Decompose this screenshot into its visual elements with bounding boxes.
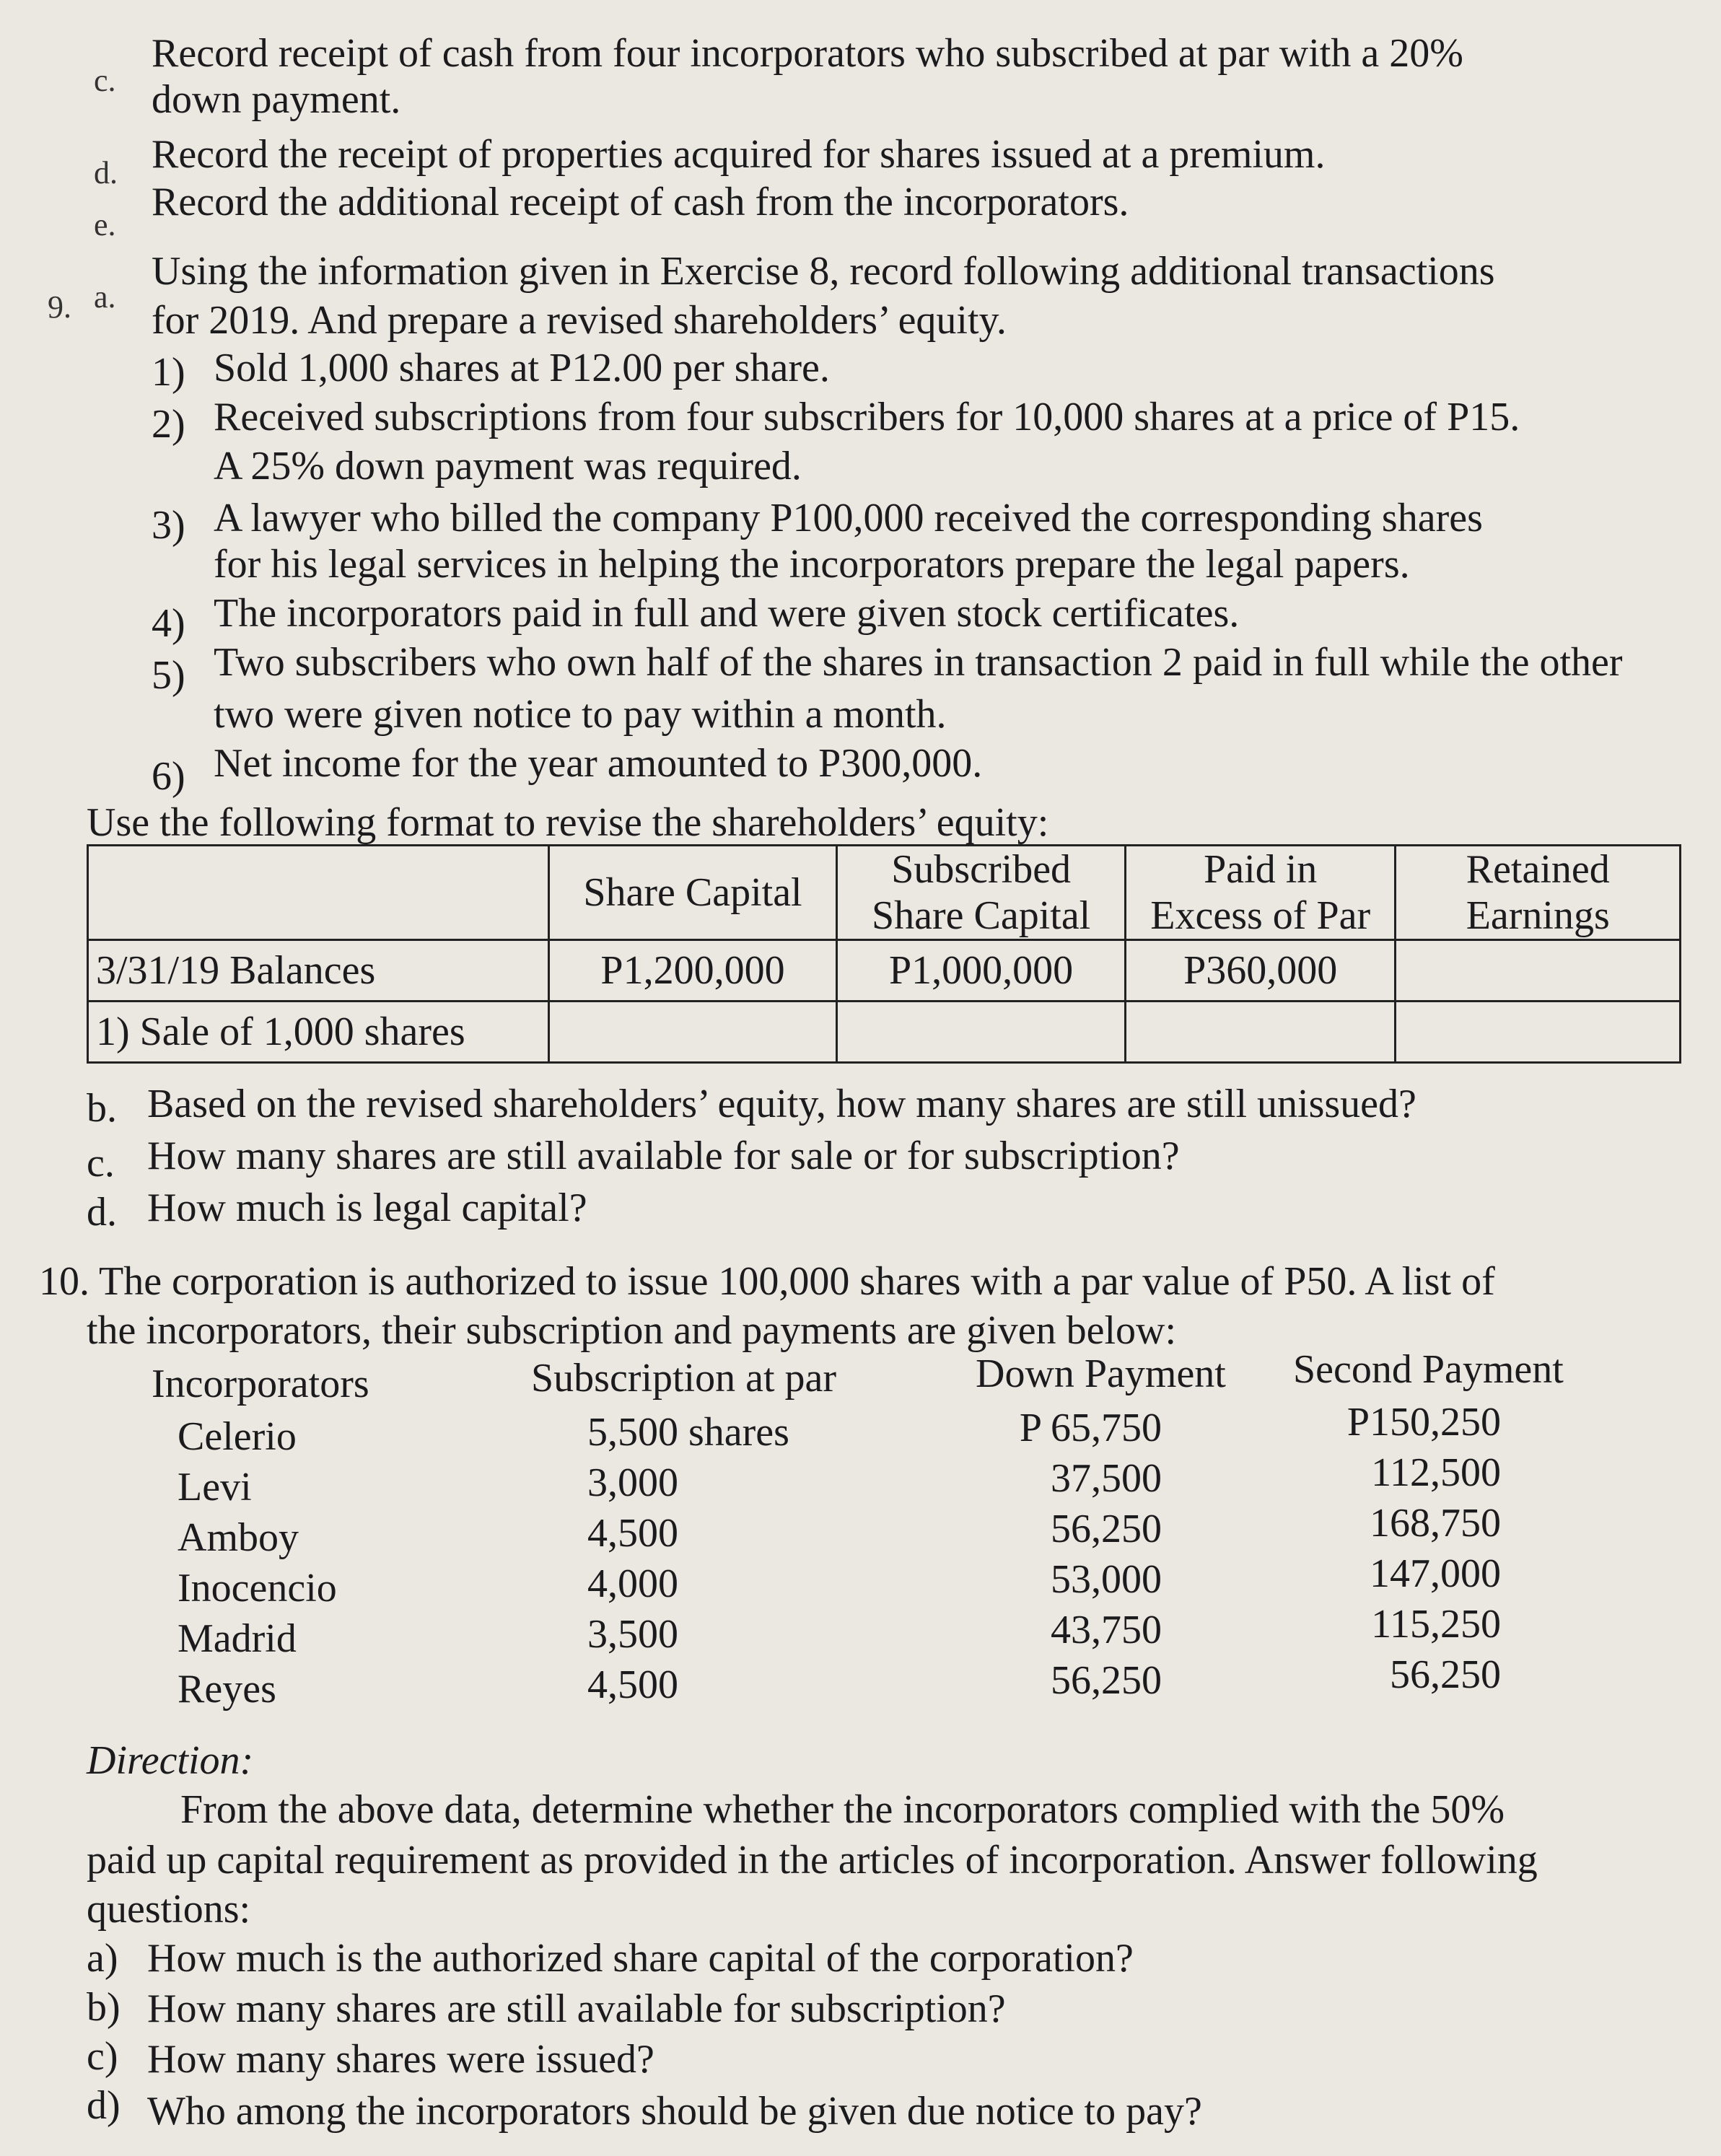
exercise-10-intro-line-2: the incorporators, their subscription and payments are given below: bbox=[87, 1308, 1177, 1353]
table-header-share-capital bbox=[548, 846, 837, 940]
header-retained-line-2: Earnings bbox=[1466, 893, 1610, 938]
transaction-5-num: 5) bbox=[152, 653, 185, 698]
incorporator-name: Inocencio bbox=[178, 1566, 337, 1611]
transaction-3-num: 3) bbox=[152, 503, 185, 548]
second-payment-value: P150,250 bbox=[1346, 1400, 1501, 1445]
transaction-2-num: 2) bbox=[152, 402, 185, 447]
direction-line-1: From the above data, determine whether the incorporators complied with the 50% bbox=[180, 1787, 1505, 1832]
ex9-question-d-text: How much is legal capital? bbox=[147, 1186, 587, 1230]
column-second-payment: Second Payment bbox=[1293, 1347, 1564, 1392]
item-e-label: e. bbox=[94, 207, 116, 242]
subscription-value: 3,500 bbox=[587, 1612, 678, 1657]
down-payment-value: 37,500 bbox=[1051, 1456, 1162, 1501]
down-payment-value: 56,250 bbox=[1051, 1658, 1162, 1703]
ex10-question-a-label: a) bbox=[87, 1936, 118, 1981]
transaction-5-line-1: Two subscribers who own half of the shares in transaction 2 paid in full while the other bbox=[214, 640, 1623, 685]
transaction-4-line-1: The incorporators paid in full and were given stock certificates. bbox=[214, 591, 1240, 636]
table-cell bbox=[1396, 1002, 1681, 1063]
transaction-6-line-1: Net income for the year amounted to P300,000. bbox=[214, 741, 983, 786]
table-cell bbox=[1125, 1002, 1396, 1063]
second-payment-value: 115,250 bbox=[1371, 1602, 1501, 1647]
table-cell bbox=[548, 1002, 837, 1063]
table-cell: 1) Sale of 1,000 shares bbox=[88, 1002, 549, 1063]
table-cell: P1,200,000 bbox=[548, 940, 837, 1002]
down-payment-value: 53,000 bbox=[1051, 1557, 1162, 1602]
incorporator-name: Madrid bbox=[178, 1616, 297, 1661]
table-cell bbox=[837, 1002, 1126, 1063]
subscription-value: 4,500 bbox=[587, 1662, 678, 1707]
second-payment-value: 112,500 bbox=[1371, 1450, 1501, 1495]
second-payment-value: 56,250 bbox=[1390, 1652, 1501, 1697]
direction-line-2: paid up capital requirement as provided in the articles of incorporation. Answer following bbox=[87, 1838, 1538, 1883]
exercise-9-intro-line-1: Using the information given in Exercise 8, record following additional transactions bbox=[152, 249, 1495, 294]
exercise-9-intro-line-2: for 2019. And prepare a revised shareholders’ equity. bbox=[152, 298, 1007, 343]
ex9-question-b-label: b. bbox=[87, 1086, 117, 1131]
transaction-3-line-2: for his legal services in helping the incorporators prepare the legal papers. bbox=[214, 542, 1410, 587]
direction-line-3: questions: bbox=[87, 1887, 251, 1932]
transaction-1-line-1: Sold 1,000 shares at P12.00 per share. bbox=[214, 346, 830, 390]
down-payment-value: P 65,750 bbox=[1019, 1406, 1162, 1450]
header-subscribed-line-2: Share Capital bbox=[871, 893, 1091, 938]
exercise-9-number: 9. bbox=[48, 289, 71, 325]
second-payment-column bbox=[1299, 1397, 1501, 1700]
item-e-line-1: Record the additional receipt of cash from the incorporators. bbox=[152, 180, 1129, 224]
format-intro: Use the following format to revise the shareholders’ equity: bbox=[87, 800, 1049, 845]
ex10-question-c-label: c) bbox=[87, 2034, 118, 2079]
header-retained-line-1: Retained bbox=[1466, 847, 1610, 892]
incorporator-name: Levi bbox=[178, 1465, 252, 1509]
transaction-4-num: 4) bbox=[152, 601, 185, 646]
ex10-question-d-label: d) bbox=[87, 2083, 121, 2128]
item-c-line-2: down payment. bbox=[152, 77, 401, 122]
exercise-9-part-a-label: a. bbox=[94, 279, 116, 315]
column-incorporators: Incorporators bbox=[152, 1362, 369, 1406]
header-paid-in-line-1: Paid in bbox=[1204, 847, 1318, 892]
second-payment-value: 147,000 bbox=[1370, 1551, 1501, 1596]
table-cell bbox=[1396, 940, 1681, 1002]
incorporator-name: Amboy bbox=[178, 1515, 299, 1560]
item-c-label: c. bbox=[94, 63, 116, 98]
table-header-retained bbox=[1396, 846, 1681, 940]
table-row bbox=[88, 1002, 1681, 1063]
incorporator-name: Celerio bbox=[178, 1414, 297, 1459]
table-header-paid-in bbox=[1125, 846, 1396, 940]
header-paid-in-line-2: Excess of Par bbox=[1150, 893, 1371, 938]
down-payment-value: 56,250 bbox=[1051, 1507, 1162, 1551]
subscription-value: 4,500 bbox=[587, 1511, 678, 1556]
table-cell: P1,000,000 bbox=[837, 940, 1126, 1002]
ex9-question-c-text: How many shares are still available for sale or for subscription? bbox=[147, 1134, 1180, 1178]
transaction-3-line-1: A lawyer who billed the company P100,000 received the corresponding shares bbox=[214, 496, 1483, 540]
table-row bbox=[88, 940, 1681, 1002]
down-payment-column bbox=[967, 1403, 1162, 1706]
table-header-empty bbox=[88, 846, 549, 940]
ex9-question-b-text: Based on the revised shareholders’ equity, how many shares are still unissued? bbox=[147, 1082, 1416, 1126]
ex9-question-c-label: c. bbox=[87, 1141, 115, 1186]
column-down-payment: Down Payment bbox=[976, 1351, 1226, 1396]
transaction-5-line-2: two were given notice to pay within a month. bbox=[214, 692, 947, 737]
table-header-row bbox=[88, 846, 1681, 940]
table-cell: 3/31/19 Balances bbox=[88, 940, 549, 1002]
column-subscription: Subscription at par bbox=[531, 1356, 837, 1401]
ex10-question-a-text: How much is the authorized share capital of the corporation? bbox=[147, 1936, 1134, 1981]
down-payment-value: 43,750 bbox=[1051, 1608, 1162, 1652]
table-header-subscribed bbox=[837, 846, 1126, 940]
transaction-2-line-2: A 25% down payment was required. bbox=[214, 444, 802, 488]
transaction-1-num: 1) bbox=[152, 350, 185, 395]
incorporator-name: Reyes bbox=[178, 1667, 276, 1712]
ex10-question-b-label: b) bbox=[87, 1985, 121, 2030]
shareholders-equity-table bbox=[87, 844, 1681, 1064]
subscription-column bbox=[587, 1407, 789, 1710]
exercise-10-intro-line-1: 10. The corporation is authorized to issue 100,000 shares with a par value of P50. A list of bbox=[39, 1259, 1495, 1304]
item-d-label: d. bbox=[94, 155, 118, 190]
item-d-line-1: Record the receipt of properties acquired for shares issued at a premium. bbox=[152, 132, 1326, 177]
subscription-value: 4,000 bbox=[587, 1561, 678, 1606]
ex9-question-d-label: d. bbox=[87, 1190, 117, 1235]
header-subscribed-line-1: Subscribed bbox=[891, 847, 1072, 892]
transaction-2-line-1: Received subscriptions from four subscribers for 10,000 shares at a price of P15. bbox=[214, 395, 1520, 439]
incorporator-names-column bbox=[178, 1411, 337, 1714]
header-share-capital-text: Share Capital bbox=[583, 870, 802, 915]
transaction-6-num: 6) bbox=[152, 754, 185, 799]
direction-label: Direction: bbox=[87, 1738, 254, 1783]
subscription-value: 3,000 bbox=[587, 1460, 678, 1505]
ex10-question-d-text: Who among the incorporators should be given due notice to pay? bbox=[147, 2089, 1202, 2134]
ex10-question-c-text: How many shares were issued? bbox=[147, 2037, 654, 2082]
item-c-line-1: Record receipt of cash from four incorporators who subscribed at par with a 20% bbox=[152, 31, 1463, 76]
second-payment-value: 168,750 bbox=[1370, 1501, 1501, 1546]
subscription-value: 5,500 shares bbox=[587, 1410, 789, 1455]
table-cell: P360,000 bbox=[1125, 940, 1396, 1002]
ex10-question-b-text: How many shares are still available for subscription? bbox=[147, 1986, 1006, 2031]
